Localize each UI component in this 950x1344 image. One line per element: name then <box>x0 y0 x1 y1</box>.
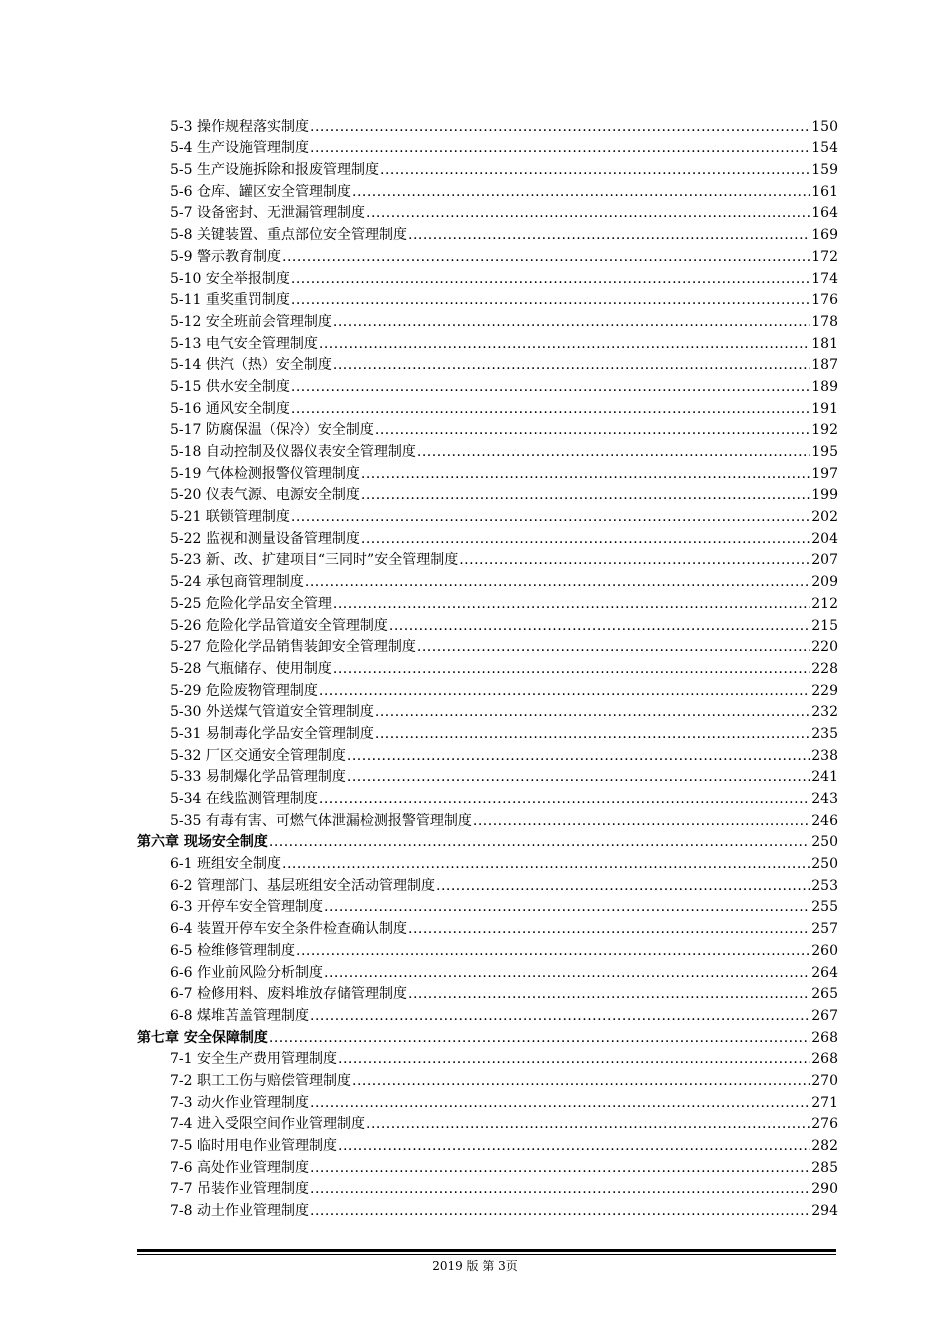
toc-entry-title: 5-15 供水安全制度 <box>170 378 290 395</box>
toc-entry-title: 5-33 易制爆化学品管理制度 <box>170 769 346 786</box>
toc-dot-leader <box>361 531 810 548</box>
page-footer: 2019 版 第 3页 <box>432 1259 518 1273</box>
toc-entry[interactable] <box>170 222 838 244</box>
toc-entry-page-number: 202 <box>811 509 838 526</box>
toc-dot-leader <box>375 726 810 743</box>
toc-entry-title: 5-23 新、改、扩建项目“三同时”安全管理制度 <box>170 552 459 569</box>
toc-entry-title: 7-6 高处作业管理制度 <box>170 1159 309 1176</box>
toc-entry[interactable] <box>170 613 838 635</box>
toc-entry-title: 5-26 危险化学品管道安全管理制度 <box>170 617 388 634</box>
toc-dot-leader <box>305 574 810 591</box>
toc-entry-title: 5-17 防腐保温（保冷）安全制度 <box>170 422 374 439</box>
toc-entry-page-number: 285 <box>811 1159 838 1176</box>
toc-entry-page-number: 270 <box>811 1072 838 1089</box>
toc-entry-page-number: 187 <box>811 357 838 374</box>
toc-entry-title: 5-31 易制毒化学品安全管理制度 <box>170 725 374 742</box>
toc-entry-title: 6-1 班组安全制度 <box>170 856 281 873</box>
toc-entry-page-number: 164 <box>811 205 838 222</box>
toc-entry-page-number: 154 <box>811 140 838 157</box>
toc-dot-leader <box>352 184 810 201</box>
toc-entry[interactable] <box>170 157 838 179</box>
toc-dot-leader <box>269 834 810 851</box>
toc-dot-leader <box>319 683 810 700</box>
toc-entry-title: 6-4 装置开停车安全条件检查确认制度 <box>170 921 407 938</box>
toc-entry[interactable] <box>170 1003 838 1025</box>
toc-dot-leader <box>319 791 810 808</box>
toc-entry-title: 5-11 重奖重罚制度 <box>170 292 290 309</box>
toc-entry-title: 5-19 气体检测报警仪管理制度 <box>170 465 360 482</box>
toc-dot-leader <box>333 357 810 374</box>
toc-entry[interactable] <box>170 353 838 375</box>
toc-entry-title: 5-5 生产设施拆除和报废管理制度 <box>170 162 379 179</box>
toc-entry-page-number: 229 <box>811 682 838 699</box>
toc-entry-title: 7-2 职工工伤与赔偿管理制度 <box>170 1072 351 1089</box>
toc-entry-title: 5-13 电气安全管理制度 <box>170 335 318 352</box>
toc-dot-leader <box>282 249 810 266</box>
toc-dot-leader <box>417 639 810 656</box>
toc-dot-leader <box>291 509 810 526</box>
toc-entry-title: 6-8 煤堆苫盖管理制度 <box>170 1007 309 1024</box>
toc-dot-leader <box>333 661 810 678</box>
footer-rule-thin <box>137 1254 836 1255</box>
toc-entry-title: 第六章 现场安全制度 <box>137 834 268 851</box>
toc-entry-title: 5-16 通风安全制度 <box>170 400 290 417</box>
toc-dot-leader <box>408 986 810 1003</box>
toc-entry-page-number: 174 <box>811 270 838 287</box>
toc-entry-page-number: 294 <box>811 1203 838 1220</box>
toc-entry-title: 5-21 联锁管理制度 <box>170 509 290 526</box>
toc-dot-leader <box>310 1008 810 1025</box>
toc-entry-title: 6-7 检修用料、废料堆放存储管理制度 <box>170 986 407 1003</box>
toc-entry[interactable] <box>170 895 838 917</box>
toc-entry[interactable] <box>170 1068 838 1090</box>
toc-entry-page-number: 271 <box>811 1094 838 1111</box>
toc-entry-page-number: 243 <box>811 791 838 807</box>
toc-dot-leader <box>347 769 810 786</box>
toc-entry[interactable] <box>170 700 838 722</box>
toc-dot-leader <box>319 336 810 353</box>
toc-entry-title: 5-32 厂区交通安全管理制度 <box>170 747 346 764</box>
toc-entry[interactable] <box>170 418 838 440</box>
toc-entry-page-number: 255 <box>811 899 838 916</box>
toc-entry[interactable] <box>170 873 838 895</box>
toc-entry[interactable] <box>170 569 838 591</box>
toc-entry[interactable] <box>170 526 838 548</box>
toc-dot-leader <box>366 1116 810 1133</box>
toc-dot-leader <box>310 1160 810 1177</box>
toc-entry-title: 7-3 动火作业管理制度 <box>170 1094 309 1111</box>
toc-entry[interactable] <box>170 960 838 982</box>
table-of-contents <box>0 114 950 1220</box>
toc-entry-page-number: 276 <box>811 1116 838 1133</box>
toc-dot-leader <box>352 1073 810 1090</box>
toc-dot-leader <box>310 1181 810 1198</box>
toc-dot-leader <box>375 704 810 721</box>
toc-dot-leader <box>269 1030 810 1047</box>
toc-entry-page-number: 189 <box>811 378 838 395</box>
toc-dot-leader <box>291 401 810 418</box>
toc-entry-title: 5-28 气瓶储存、使用制度 <box>170 660 332 677</box>
toc-entry-title: 5-12 安全班前会管理制度 <box>170 313 332 330</box>
toc-entry[interactable] <box>170 916 838 938</box>
toc-entry-page-number: 209 <box>811 574 838 591</box>
toc-dot-leader <box>408 227 810 244</box>
toc-entry[interactable] <box>170 179 838 201</box>
toc-entry[interactable] <box>170 808 838 830</box>
toc-entry-title: 5-25 危险化学品安全管理 <box>170 595 332 612</box>
toc-entry-title: 5-10 安全举报制度 <box>170 270 290 287</box>
toc-entry-page-number: 228 <box>811 660 838 677</box>
toc-entry[interactable] <box>170 504 838 526</box>
toc-entry[interactable] <box>170 851 838 873</box>
footer-rule-thick <box>137 1249 836 1252</box>
toc-entry-title: 5-20 仪表气源、电源安全制度 <box>170 487 360 504</box>
toc-entry-title: 6-3 开停车安全管理制度 <box>170 899 323 916</box>
toc-entry-page-number: 220 <box>811 639 838 656</box>
toc-entry-page-number: 191 <box>811 400 838 417</box>
toc-dot-leader <box>361 466 810 483</box>
toc-entry[interactable] <box>170 1177 838 1199</box>
toc-entry-title: 6-6 作业前风险分析制度 <box>170 964 323 981</box>
toc-dot-leader <box>291 379 810 396</box>
toc-dot-leader <box>361 487 810 504</box>
toc-entry[interactable] <box>170 982 838 1004</box>
toc-entry-title: 5-14 供汽（热）安全制度 <box>170 357 332 374</box>
toc-entry[interactable] <box>170 591 838 613</box>
toc-entry[interactable] <box>170 938 838 960</box>
toc-chapter-entry[interactable] <box>137 830 838 852</box>
toc-dot-leader <box>347 748 810 765</box>
toc-entry-page-number: 253 <box>811 877 838 894</box>
toc-entry[interactable] <box>170 114 838 136</box>
toc-dot-leader <box>310 1095 810 1112</box>
toc-entry-page-number: 197 <box>811 465 838 482</box>
toc-entry[interactable] <box>170 374 838 396</box>
toc-chapter-entry[interactable] <box>137 1025 838 1047</box>
toc-dot-leader <box>338 1138 810 1155</box>
toc-dot-leader <box>310 1203 810 1220</box>
toc-dot-leader <box>380 162 810 179</box>
toc-dot-leader <box>436 878 810 895</box>
toc-entry[interactable] <box>170 765 838 787</box>
toc-dot-leader <box>333 596 810 613</box>
toc-entry-page-number: 268 <box>811 1051 838 1068</box>
toc-entry-title: 5-30 外送煤气管道安全管理制度 <box>170 704 374 721</box>
toc-entry-title: 5-3 操作规程落实制度 <box>170 118 309 135</box>
toc-entry[interactable] <box>170 678 838 700</box>
toc-entry-title: 7-7 吊装作业管理制度 <box>170 1181 309 1198</box>
toc-entry-page-number: 150 <box>811 118 838 135</box>
toc-entry-page-number: 267 <box>811 1007 838 1024</box>
toc-entry-title: 6-2 管理部门、基层班组安全活动管理制度 <box>170 877 435 894</box>
toc-entry-page-number: 176 <box>811 292 838 309</box>
toc-entry[interactable] <box>170 548 838 570</box>
toc-entry-title: 5-7 设备密封、无泄漏管理制度 <box>170 205 365 222</box>
toc-entry-page-number: 181 <box>811 335 838 352</box>
toc-entry[interactable] <box>170 288 838 310</box>
toc-entry-title: 7-8 动土作业管理制度 <box>170 1203 309 1220</box>
toc-entry-page-number: 195 <box>811 444 838 460</box>
toc-entry[interactable] <box>170 266 838 288</box>
toc-entry-page-number: 290 <box>811 1181 838 1198</box>
toc-entry[interactable] <box>170 136 838 158</box>
toc-entry[interactable] <box>170 721 838 743</box>
toc-entry[interactable] <box>170 1112 838 1134</box>
toc-entry[interactable] <box>170 461 838 483</box>
toc-entry-title: 5-6 仓库、罐区安全管理制度 <box>170 183 351 200</box>
toc-entry[interactable] <box>170 201 838 223</box>
toc-entry-title: 5-8 关键装置、重点部位安全管理制度 <box>170 227 407 244</box>
toc-entry-title: 第七章 安全保障制度 <box>137 1029 268 1046</box>
toc-entry[interactable] <box>170 743 838 765</box>
toc-dot-leader <box>296 943 810 960</box>
toc-entry[interactable] <box>170 1133 838 1155</box>
toc-entry[interactable] <box>170 1047 838 1069</box>
toc-entry[interactable] <box>170 1090 838 1112</box>
toc-entry-page-number: 250 <box>811 834 838 851</box>
toc-entry-title: 5-22 监视和测量设备管理制度 <box>170 530 360 547</box>
toc-dot-leader <box>324 965 810 982</box>
toc-entry-page-number: 241 <box>811 769 838 786</box>
toc-entry-page-number: 268 <box>811 1029 838 1046</box>
toc-entry[interactable] <box>170 635 838 657</box>
toc-entry-page-number: 172 <box>811 248 838 265</box>
toc-entry-title: 5-29 危险废物管理制度 <box>170 682 318 699</box>
toc-entry-page-number: 169 <box>811 227 838 244</box>
toc-dot-leader <box>417 444 810 461</box>
toc-entry[interactable] <box>170 309 838 331</box>
toc-entry-page-number: 264 <box>811 964 838 981</box>
toc-dot-leader <box>310 119 810 136</box>
toc-entry-page-number: 265 <box>811 986 838 1003</box>
toc-entry-title: 5-27 危险化学品销售装卸安全管理制度 <box>170 639 416 656</box>
toc-entry-title: 5-35 有毒有害、可燃气体泄漏检测报警管理制度 <box>170 812 472 829</box>
toc-entry-page-number: 250 <box>811 856 838 873</box>
toc-entry-page-number: 235 <box>811 725 838 742</box>
toc-dot-leader <box>389 618 810 635</box>
toc-entry[interactable] <box>170 1155 838 1177</box>
toc-dot-leader <box>459 552 810 569</box>
toc-entry[interactable] <box>170 396 838 418</box>
toc-entry-page-number: 178 <box>811 313 838 330</box>
toc-entry[interactable] <box>170 331 838 353</box>
toc-entry[interactable] <box>170 244 838 266</box>
toc-dot-leader <box>366 205 810 222</box>
toc-entry-title: 6-5 检维修管理制度 <box>170 942 295 959</box>
toc-entry-title: 5-24 承包商管理制度 <box>170 574 304 591</box>
toc-entry-page-number: 232 <box>811 704 838 721</box>
toc-entry-title: 5-4 生产设施管理制度 <box>170 140 309 157</box>
toc-entry[interactable] <box>170 1198 838 1220</box>
toc-dot-leader <box>473 813 810 830</box>
toc-dot-leader <box>338 1051 810 1068</box>
toc-entry-page-number: 207 <box>811 552 838 569</box>
toc-entry[interactable] <box>170 439 838 461</box>
toc-entry-page-number: 212 <box>811 595 838 612</box>
toc-entry-page-number: 204 <box>811 530 838 547</box>
toc-dot-leader <box>408 921 810 938</box>
toc-entry-title: 7-4 进入受限空间作业管理制度 <box>170 1116 365 1133</box>
toc-entry-title: 5-34 在线监测管理制度 <box>170 791 318 807</box>
toc-entry-page-number: 215 <box>811 617 838 634</box>
toc-dot-leader <box>291 292 810 309</box>
toc-entry-page-number: 282 <box>811 1138 838 1154</box>
toc-entry-page-number: 199 <box>811 487 838 504</box>
toc-dot-leader <box>375 422 810 439</box>
toc-dot-leader <box>291 271 810 288</box>
toc-entry-page-number: 246 <box>811 812 838 829</box>
toc-entry-title: 7-5 临时用电作业管理制度 <box>170 1138 337 1154</box>
toc-entry-page-number: 192 <box>811 422 838 439</box>
toc-entry-title: 5-9 警示教育制度 <box>170 248 281 265</box>
toc-entry[interactable] <box>170 656 838 678</box>
toc-entry-page-number: 161 <box>811 183 838 200</box>
toc-entry-title: 7-1 安全生产费用管理制度 <box>170 1051 337 1068</box>
toc-entry-page-number: 159 <box>811 162 838 179</box>
toc-entry-page-number: 238 <box>811 747 838 764</box>
toc-dot-leader <box>310 140 810 157</box>
toc-entry[interactable] <box>170 483 838 505</box>
toc-dot-leader <box>333 314 810 331</box>
toc-entry[interactable] <box>170 786 838 808</box>
toc-entry-title: 5-18 自动控制及仪器仪表安全管理制度 <box>170 444 416 460</box>
toc-entry-page-number: 257 <box>811 921 838 938</box>
toc-dot-leader <box>282 856 810 873</box>
toc-dot-leader <box>324 899 810 916</box>
toc-entry-page-number: 260 <box>811 942 838 959</box>
